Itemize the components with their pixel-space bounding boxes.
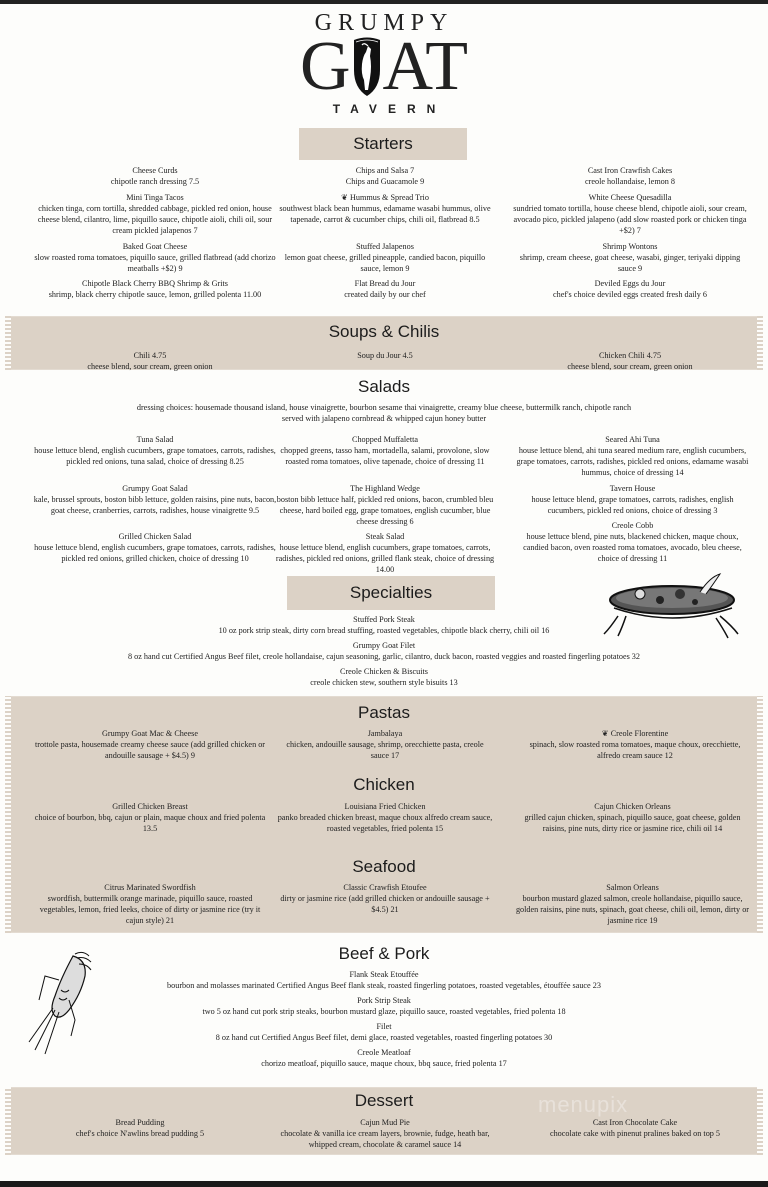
menu-item: Louisiana Fried Chicken panko breaded chicken breast, maque choux alfredo cream sauce, roasted vegetables, fried polenta 15	[277, 802, 493, 833]
menu-item: Grumpy Goat Filet 8 oz hand cut Certified Angus Beef filet, creole hollandaise, cajun seasoning, garlic, cilantro, duck bacon, roasted veggies and roasted fingerling potatoes 32	[127, 641, 640, 661]
logo	[0, 10, 768, 116]
menu-item: Soup du Jour 4.5	[357, 351, 413, 360]
menu-item: Cast Iron Crawfish Cakes creole hollandaise, lemon 8	[584, 166, 676, 186]
menu-item: Seared Ahi Tuna house lettuce blend, ahi tuna seared medium rare, english cucumbers, grape tomatoes, carrots, radishes, pickled red onions, edamame wasabi hummus, choice of dressing 14	[516, 435, 749, 477]
menupix-watermark: menupix	[538, 1092, 629, 1117]
section-title-beef-pork: Beef & Pork	[338, 944, 430, 963]
menu-item: Mini Tinga Tacos chicken tinga, corn tortilla, shredded cabbage, pickled red onion, house cheese blend, cilantro, lime, piquillo sauce, chipotle aioli, chili oil, sour cream pickled jalapenos 7	[37, 193, 273, 235]
section-title-pastas: Pastas	[358, 703, 410, 722]
menu-item: Flat Bread du Jour created daily by our chef	[344, 279, 426, 299]
section-title-soups: Soups & Chilis	[328, 322, 440, 341]
menu-item: Cheese Curds chipotle ranch dressing 7.5	[110, 166, 200, 186]
vegetarian-leaf-icon: ❦	[601, 729, 611, 738]
menu-item: Flank Steak Etouffée bourbon and molasses marinated Certified Angus Beef flank steak, roasted fingerling potatoes, roasted vegetables, étouffée sauce 23	[167, 970, 601, 990]
menu-item: Citrus Marinated Swordfish swordfish, buttermilk orange marinade, piquillo sauce, roasted vegetables, lemon, fried leeks, choice of dirty or jasmine rice (try it cajun style) 21	[39, 883, 261, 925]
dressing-note: dressing choices: housemade thousand island, house vinaigrette, bourbon sesame thai vinaigrette, creamy blue cheese, buttermilk ranch, chipotle ranch	[136, 403, 632, 412]
logo-grumpy: GRUMPY	[314, 10, 454, 36]
menu-item: Chopped Muffaletta chopped greens, tasso ham, mortadella, salami, provolone, slow roasted roma tomatoes, olive tapenade, choice of dressing 11	[280, 435, 490, 466]
section-title-dessert: Dessert	[354, 1091, 414, 1110]
menu-item: Tuna Salad house lettuce blend, english cucumbers, grape tomatoes, carrots, radishes, pickled red onions, tuna salad, choice of dressing 8.25	[34, 435, 276, 466]
menu-item: Chili 4.75 cheese blend, sour cream, green onion	[87, 351, 213, 371]
menu-item: Classic Crawfish Etoufee dirty or jasmine rice (add grilled chicken or andouille sausage + $4.5) 21	[280, 883, 490, 914]
menu-item: Chips and Salsa 7 Chips and Guacamole 9	[345, 166, 425, 186]
menu-item: Stuffed Jalapenos lemon goat cheese, grilled pineapple, candied bacon, piquillo sauce, lemon 9	[284, 242, 486, 273]
menu-item: Filet 8 oz hand cut Certified Angus Beef filet, demi glace, roasted vegetables, roasted fingerling potatoes 30	[215, 1022, 553, 1042]
menu-item: Stuffed Pork Steak 10 oz pork strip steak, dirty corn bread stuffing, roasted vegetables, chipotle black cherry, chili oil 16	[218, 615, 550, 635]
menu-item: Creole Chicken & Biscuits creole chicken stew, southern style bisuits 13	[310, 667, 458, 687]
menu-item: Cast Iron Chocolate Cake chocolate cake with pinenut pralines baked on top 5	[549, 1118, 721, 1138]
menu-item: Deviled Eggs du Jour chef's choice deviled eggs created fresh daily 6	[552, 279, 707, 299]
menu-item: Grilled Chicken Breast choice of bourbon, bbq, cajun or plain, maque choux and fried polenta 13.5	[34, 802, 266, 833]
menu-item: Steak Salad house lettuce blend, english cucumbers, grape tomatoes, carrots, radishes, pickled red onions, grilled flank steak, choice of dressing 14.00	[275, 532, 495, 574]
bottom-border	[0, 1181, 768, 1187]
logo-tavern: TAVERN	[332, 102, 447, 116]
menu-item: Cajun Mud Pie chocolate & vanilla ice cream layers, brownie, fudge, heath bar, whipped cream, chocolate & caramel sauce 14	[280, 1118, 490, 1149]
section-title-chicken: Chicken	[353, 775, 415, 794]
menu-item: Creole Meatloaf chorizo meatloaf, piquillo sauce, maque choux, bbq sauce, fried polenta 17	[261, 1048, 507, 1068]
menu-item: ❦ Hummus & Spread Trio southwest black bean hummus, edamame wasabi hummus, olive tapenade, carrot & cucumber chips, chili oil, flatbread 8.5	[279, 193, 491, 224]
menu-item: Tavern House house lettuce blend, grape tomatoes, carrots, radishes, english cucumbers, pickled red onions, choice of dressing 3	[531, 484, 734, 515]
top-border	[0, 0, 768, 4]
menu-item: Pork Strip Steak two 5 oz hand cut pork strip steaks, bourbon mustard glaze, piquillo sauce, roasted vegetables, fried polenta 18	[202, 996, 566, 1016]
menu-item: Grumpy Goat Salad kale, brussel sprouts, boston bibb lettuce, golden raisins, pine nuts, bacon, goat cheese, cranberries, carrots, radishes, house vinaigrette 9.5	[33, 484, 277, 515]
vegetarian-leaf-icon: ❦	[341, 193, 350, 202]
menu-item: Cajun Chicken Orleans grilled cajun chicken, spinach, piquillo sauce, goat cheese, golden raisins, pine nuts, dirty rice or jasmine rice, chili oil 14	[524, 802, 741, 833]
section-title-starters: Starters	[299, 128, 467, 160]
menu-item: Shrimp Wontons shrimp, cream cheese, goat cheese, wasabi, ginger, teriyaki dipping sauce 9	[519, 242, 741, 273]
cornbread-note: served with jalapeno cornbread & whipped cajun honey butter	[281, 414, 487, 423]
menu-item: Chipotle Black Cherry BBQ Shrimp & Grits shrimp, black cherry chipotle sauce, lemon, grilled polenta 11.00	[48, 279, 262, 299]
menu-item: Grilled Chicken Salad house lettuce blend, english cucumbers, grape tomatoes, carrots, radishes, pickled red onions, grilled chicken, choice of dressing 10	[34, 532, 276, 563]
logo-letter-g: G	[299, 28, 351, 105]
menu-item: Creole Cobb house lettuce blend, pine nuts, blackened chicken, maque choux, candied bacon, oven roasted roma tomatoes, avocado, bleu cheese, choice of dressing 11	[523, 521, 742, 563]
goat-shield-icon	[352, 36, 382, 98]
menu-item: Baked Goat Cheese slow roasted roma tomatoes, piquillo sauce, grilled flatbread (add chorizo meatballs +$2) 9	[34, 242, 276, 273]
logo-letters-at: AT	[382, 28, 469, 105]
menu-item: Salmon Orleans bourbon mustard glazed salmon, creole hollandaise, piquillo sauce, golden raisins, pine nuts, spinach, goat cheese, chili oil, lemon, dirty or jasmine rice 19	[515, 883, 750, 925]
menu-item: Jambalaya chicken, andouille sausage, shrimp, orecchiette pasta, creole sauce 17	[286, 729, 484, 760]
menu-item: White Cheese Quesadilla sundried tomato tortilla, house cheese blend, chipotle aioli, sour cream, avocado pico, pickled jalapeno (add slow roasted pork or chicken tinga +$2) 7	[513, 193, 747, 235]
crawfish-icon	[25, 950, 95, 1060]
menu-item: Chicken Chili 4.75 cheese blend, sour cream, green onion	[567, 351, 693, 371]
menu-item: Bread Pudding chef's choice N'awlins bread pudding 5	[75, 1118, 205, 1138]
section-title-specialties: Specialties	[287, 576, 495, 610]
menu-item: The Highland Wedge boston bibb lettuce half, pickled red onions, bacon, crumbled bleu cheese, hard boiled egg, grape tomatoes, english cucumber, blue cheese dressing 6	[276, 484, 494, 526]
section-title-seafood: Seafood	[352, 857, 416, 876]
section-title-salads: Salads	[358, 377, 410, 396]
menu-item: ❦ Creole Florentine spinach, slow roasted roma tomatoes, maque choux, orecchiette, alfredo cream sauce 12	[529, 729, 741, 760]
menu-item: Grumpy Goat Mac & Cheese trottole pasta, housemade creamy cheese sauce (add grilled chicken or andouille sausage + $4.5) 9	[34, 729, 266, 760]
